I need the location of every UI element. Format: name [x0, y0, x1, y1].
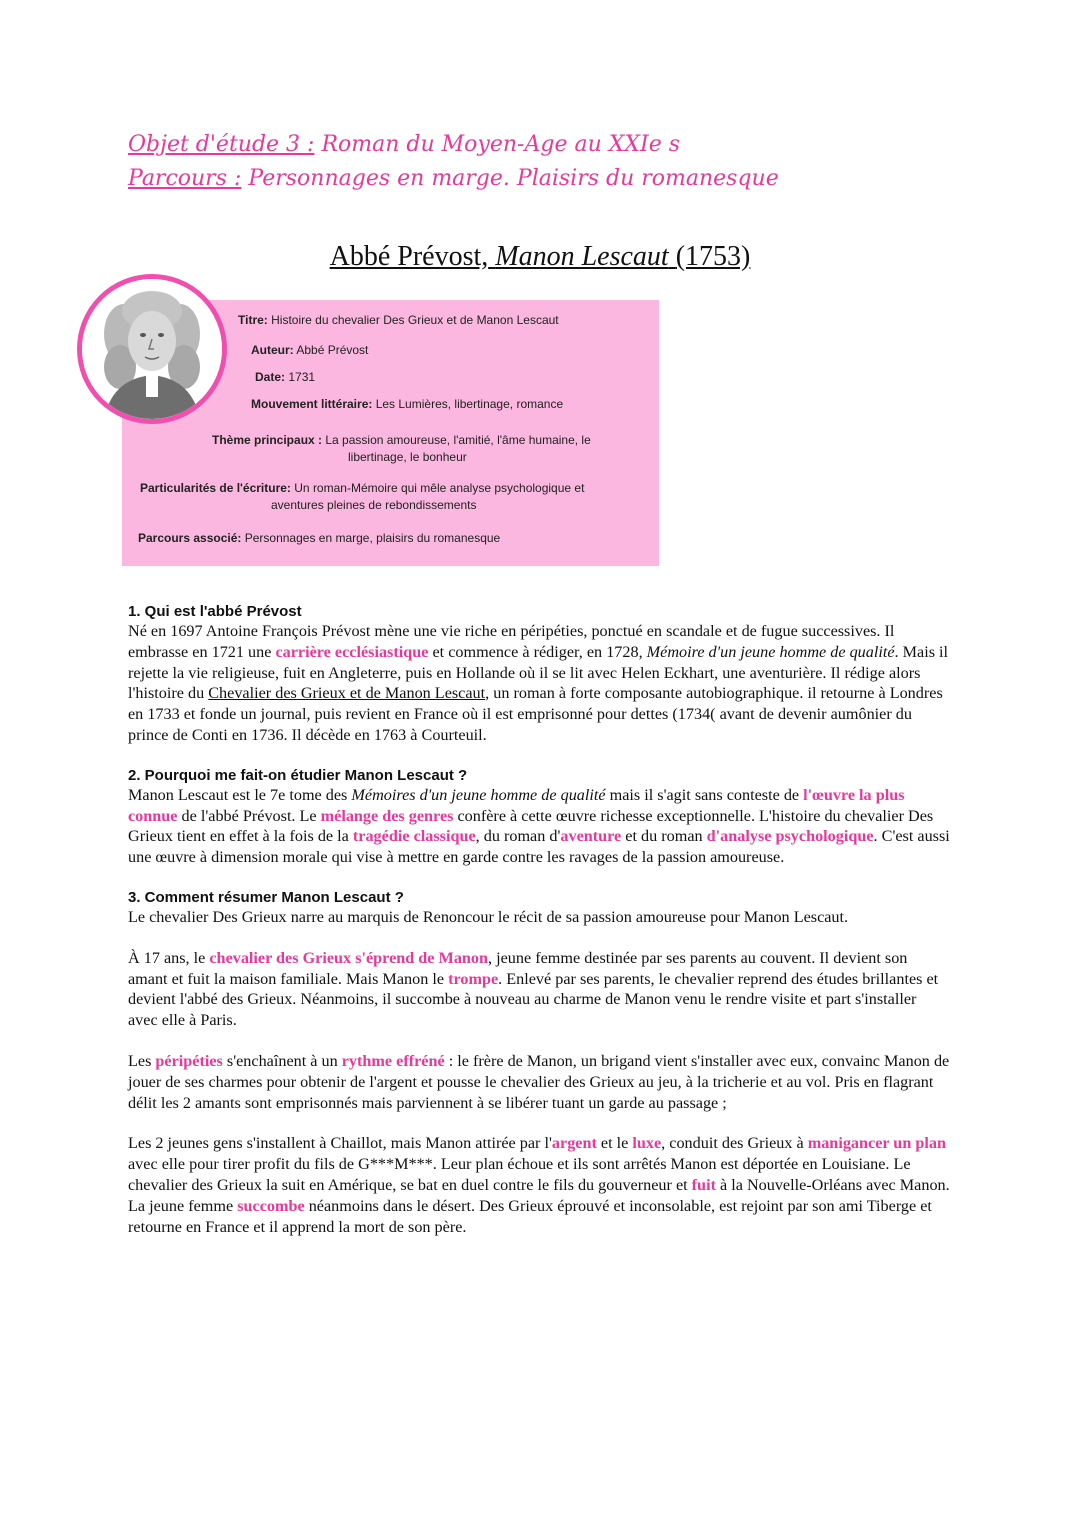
text-run: Né en 1697 Antoine François Prévost mène une vie riche en péripéties, ponctué en scandale et de fugue successives. Il embrasse en 1721 une [128, 622, 895, 661]
text-run: s'enchaînent à un [222, 1051, 342, 1070]
parcours-label: Parcours : [128, 166, 242, 191]
header-line-objet [128, 128, 779, 162]
info-particularites [140, 480, 650, 514]
objet-text: Roman du Moyen-Age au XXIe s [321, 132, 681, 157]
summary-paragraph [128, 1133, 950, 1237]
text-run: Le chevalier Des Grieux narre au marquis de Renoncour le récit de sa passion amoureuse pour Manon Lescaut. [128, 907, 849, 926]
text-run: . C'est aussi une œuvre à dimension morale qui vise à mettre en garde contre les ravages de la passion amoureuse. [128, 827, 950, 867]
highlighted-term: fuit [691, 1175, 716, 1194]
spacer [128, 868, 950, 888]
underlined-title: Chevalier des Grieux et de Manon Lescaut [208, 684, 486, 703]
section-heading: 3. Comment résumer Manon Lescaut ? [128, 888, 404, 906]
text-run: Manon Lescaut est le 7e tome des [128, 785, 352, 804]
text-run: avec elle pour tirer profit du fils de G***M***. Leur plan échoue et ils sont arrêtés Manon est déportée en Louisiane. Le chevalier des Grieux la suit en Amérique, se bat en duel contre le fils du gouverneur et [128, 1155, 911, 1194]
section-paragraph [128, 785, 950, 868]
particularites-value-2: aventures pleines de rebondissements [271, 498, 477, 512]
mouvement-value: Les Lumières, libertinage, romance [375, 397, 564, 411]
italic-title: Mémoire d'un jeune homme de qualité [646, 642, 895, 661]
auteur-value: Abbé Prévost [296, 343, 369, 357]
title-year: (1753) [675, 241, 751, 272]
theme-value-1: La passion amoureuse, l'amitié, l'âme humaine, le [325, 433, 591, 447]
text-run: Les [128, 1051, 156, 1070]
mouvement-label: Mouvement littéraire: [251, 397, 373, 411]
text-run: , jeune femme destinée par ses parents au couvent. Il devient son amant et fuit la maison familiale. Mais Manon le [128, 948, 908, 988]
header-line-parcours [128, 162, 779, 196]
highlighted-term: luxe [632, 1134, 662, 1153]
info-mouvement [251, 396, 563, 413]
parcours-assoc-value: Personnages en marge, plaisirs du romanesque [244, 531, 501, 545]
spacer [128, 928, 950, 948]
text-run: À 17 ans, le [128, 948, 210, 967]
highlighted-term: d'analyse psychologique [706, 827, 874, 846]
italic-title: Mémoires d'un jeune homme de qualité [351, 785, 606, 804]
auteur-label: Auteur: [251, 343, 294, 357]
text-run: , conduit des Grieux à [661, 1134, 808, 1153]
highlighted-term: argent [551, 1134, 597, 1153]
text-run: . Enlevé par ses parents, le chevalier reprend des études brillantes et devient l'abbé des Grieux. Néanmoins, il succombe à nouveau au charme de Manon venu le rendre visite et part s'installer avec elle à Paris. [128, 969, 939, 1030]
info-date [255, 369, 315, 386]
highlighted-term: trompe [448, 969, 499, 988]
highlighted-term: aventure [560, 827, 622, 846]
highlighted-term: mélange des genres [320, 806, 454, 825]
section-paragraph [128, 621, 950, 746]
highlighted-term: péripéties [155, 1051, 223, 1070]
document-body [128, 602, 950, 1237]
title-work: Manon Lescaut [495, 241, 669, 272]
text-run: , un roman à forte composante autobiographique. il retourne à Londres en 1733 et fonde un journal, puis revient en France où il est emprisonné pour dettes (1734( avant de devenir aumônier du prince de Conti en 1736. Il décède en 1763 à Courteuil. [128, 684, 943, 744]
titre-label: Titre: [238, 313, 268, 327]
highlighted-term: tragédie classique [352, 827, 476, 846]
text-run: , du roman d' [475, 827, 561, 846]
highlighted-term: rythme effréné [341, 1051, 445, 1070]
section-paragraph [128, 907, 950, 928]
theme-value-2: libertinage, le bonheur [348, 450, 467, 464]
course-header [128, 128, 779, 196]
date-label: Date: [255, 370, 286, 384]
spacer [128, 1031, 950, 1051]
info-theme [212, 432, 642, 466]
text-run: néanmoins dans le désert. Des Grieux éprouvé et inconsolable, est rejoint par son ami Tiberge et retourne en France et il apprend la mort de son père. [128, 1196, 932, 1236]
text-run: confère à cette œuvre richesse exceptionnelle. L'histoire du chevalier Des Grieux tient en effet à la fois de la [128, 806, 934, 846]
highlighted-term: manigancer un plan [807, 1134, 946, 1153]
summary-paragraph [128, 1051, 950, 1113]
particularites-value-1: Un roman-Mémoire qui mêle analyse psychologique et [294, 481, 585, 495]
text-run: et le [596, 1134, 633, 1153]
text-run: . Mais il rejette la vie religieuse, fuit en Angleterre, puis en Hollande où il se lit avec Helen Eckhart, une aventurière. Il rédige alors l'histoire du [128, 642, 949, 703]
titre-value: Histoire du chevalier Des Grieux et de Manon Lescaut [271, 313, 559, 327]
highlighted-term: chevalier des Grieux s'éprend de Manon [209, 948, 489, 967]
date-value: 1731 [288, 370, 316, 384]
summary-paragraph [128, 948, 950, 1031]
highlighted-term: l'œuvre la plus connue [128, 785, 905, 825]
text-run: Les 2 jeunes gens s'installent à Chaillot, mais Manon attirée par l' [128, 1134, 552, 1153]
portrait-illustration [82, 279, 222, 419]
section-heading: 1. Qui est l'abbé Prévost [128, 603, 302, 620]
particularites-label: Particularités de l'écriture: [140, 481, 291, 495]
highlighted-term: succombe [237, 1196, 305, 1215]
info-auteur [251, 342, 368, 359]
page-title [0, 241, 1080, 273]
info-titre [238, 312, 559, 329]
text-run: : le frère de Manon, un brigand vient s'installer avec eux, convainc Manon de jouer de ses charmes pour obtenir de l'argent et pousse le chevalier des Grieux au jeu, à la tricherie et au vol. Pris en flagrant délit les 2 amants sont emprisonnés mais parviennent à se libérer tuant un garde au passage ; [128, 1051, 950, 1112]
theme-label: Thème principaux : [212, 433, 323, 447]
section-heading: 2. Pourquoi me fait-on étudier Manon Lescaut ? [128, 766, 468, 784]
text-run: de l'abbé Prévost. Le [177, 806, 321, 825]
info-parcours [138, 530, 500, 547]
objet-label: Objet d'étude 3 : [128, 132, 315, 157]
author-portrait [77, 274, 227, 424]
text-run: mais il s'agit sans conteste de [605, 785, 804, 804]
highlighted-term: carrière ecclésiastique [275, 642, 429, 661]
spacer [128, 746, 950, 766]
text-run: et du roman [621, 827, 707, 846]
text-run: à la Nouvelle-Orléans avec Manon. La jeune femme [128, 1175, 950, 1215]
parcours-assoc-label: Parcours associé: [138, 531, 242, 545]
title-author: Abbé Prévost, [329, 241, 489, 272]
spacer [128, 1113, 950, 1133]
text-run: et commence à rédiger, en 1728, [428, 642, 647, 661]
parcours-text: Personnages en marge. Plaisirs du romanesque [248, 166, 779, 191]
